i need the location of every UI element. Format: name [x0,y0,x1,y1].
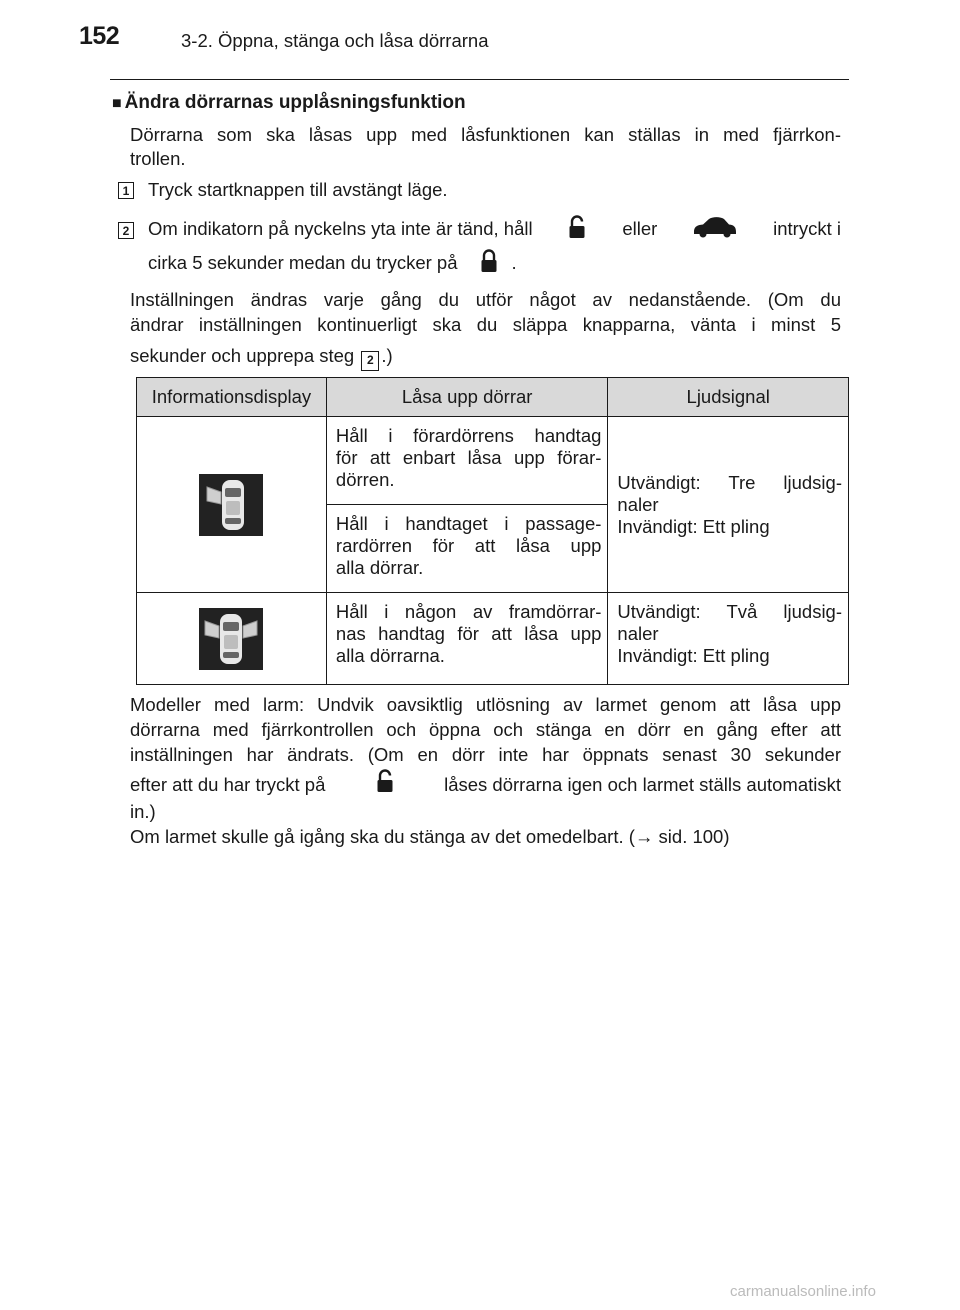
settings-note-line: ändrar inställningen kontinuerligt ska du släppa knapparna, vänta i minst 5 [130,314,841,335]
unlock-description-line: rardörren för att låsa upp [335,535,602,556]
step-2-line-2 [148,250,841,276]
unlock-description-line: dörren. [335,469,395,490]
sound-cell [608,417,849,593]
alarm-note-text: låses dörrarna igen och larmet ställs automatiskt [444,773,841,795]
car-driver-door-open-icon [199,474,263,536]
column-header: Låsa upp dörrar [326,378,608,417]
sound-cell [608,593,849,685]
unlock-icon [568,215,586,244]
unlock-description-line: alla dörrar. [335,557,424,578]
settings-note-text: sekunder och upprepa steg [130,345,355,366]
settings-note-line: Inställningen ändras varje gång du utför något av nedanstående. (Om du [130,289,841,310]
display-cell [137,593,327,685]
step-1-text: Tryck startknappen till avstängt läge. [148,179,448,200]
sound-description [608,472,848,538]
alarm-note-line: Modeller med larm: Undvik oavsiktlig utlösning av larmet genom att låsa upp [130,694,841,715]
sound-description-line: naler [617,623,659,644]
table-header-row [137,378,849,417]
table-row [137,593,849,685]
settings-table [136,377,849,685]
step-reference-2: 2 [361,351,379,371]
step-2-text-e: . [511,252,517,273]
alarm-note-text: efter att du har tryckt på [130,773,326,795]
sound-description [608,593,848,667]
intro-line: Dörrarna som ska låsas upp med låsfunktionen kan ställas in med fjärrkon- [130,124,841,145]
unlock-description-line: Håll i förardörrens handtag [335,425,602,446]
alarm-note [130,692,841,849]
step-2-text-b: eller [622,218,658,239]
car-icon [693,216,737,243]
step-number-1: 1 [118,182,134,199]
alarm-note-line: inställningen har ändrats. (Om en dörr inte har öppnats senast 30 sekunder [130,744,841,765]
page-number: 152 [79,22,120,50]
unlock-description-line: Håll i någon av framdörrar- [335,601,602,622]
settings-note-line [130,343,841,371]
sound-description-line: naler [617,493,659,515]
display-cell [137,417,327,593]
sound-description-line: Utvändigt: Två ljudsig- [617,601,842,622]
table-row [137,417,849,505]
unlock-description [327,593,608,667]
sound-description-line: Invändigt: Ett pling [617,515,770,537]
square-bullet-icon: ■ [112,95,122,112]
section-heading [112,92,466,114]
section-heading-text: Ändra dörrarnas upplåsningsfunktion [124,92,466,113]
unlock-cell [326,505,608,593]
unlock-icon [376,769,394,799]
unlock-cell [326,593,608,685]
alarm-note-text: Om larmet skulle gå igång ska du stänga av det omedelbart. ( [130,826,635,847]
unlock-description [327,417,608,491]
sound-description-line: Invändigt: Ett pling [617,645,770,666]
unlock-description-line: nas handtag för att låsa upp [335,623,602,644]
unlock-description-line: Håll i handtaget i passage- [335,513,602,534]
car-front-doors-open-icon [199,608,263,670]
page-reference[interactable]: sid. 100) [653,826,730,847]
alarm-note-line [130,769,841,799]
sound-description-line: Utvändigt: Tre ljudsig- [617,471,842,493]
settings-note-end: .) [381,345,393,366]
step-2-line-1 [148,215,841,243]
step-2-text-c: intryckt i [773,218,841,239]
alarm-note-line: dörrarna med fjärrkontrollen och öppna och stänga en dörr en gång efter att [130,719,841,740]
step-number-2: 2 [118,222,134,239]
arrow-right-icon: → [634,826,654,847]
unlock-description [327,505,608,579]
alarm-note-line: in.) [130,801,156,822]
header-divider [110,79,849,80]
watermark: carmanualsonline.info [730,1283,876,1300]
intro-line: trollen. [130,148,186,169]
unlock-description-line: för att enbart låsa upp förar- [335,447,602,468]
step-2-text-d: cirka 5 sekunder medan du trycker på [148,252,458,273]
step-2-text-a: Om indikatorn på nyckelns yta inte är tänd, håll [148,218,533,239]
alarm-note-line [130,824,841,849]
running-header: 3-2. Öppna, stänga och låsa dörrarna [181,30,489,51]
unlock-cell [326,417,608,505]
lock-icon [480,249,498,278]
column-header: Informationsdisplay [137,378,327,417]
unlock-description-line: alla dörrarna. [335,645,445,666]
column-header: Ljudsignal [608,378,849,417]
settings-note [130,287,841,371]
intro-paragraph [130,123,841,171]
